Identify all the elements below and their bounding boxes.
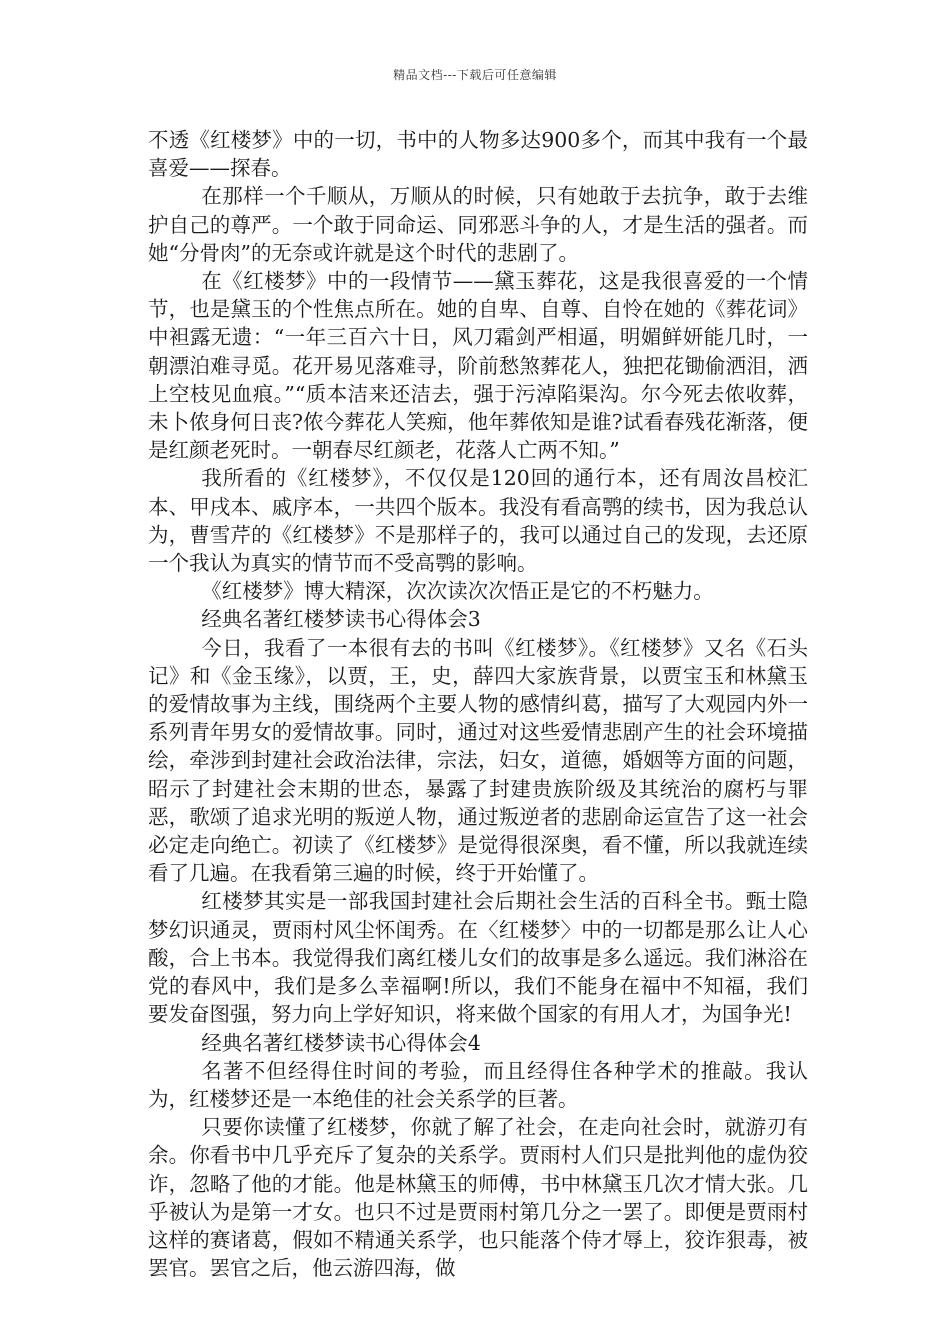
paragraph: 不透《红楼梦》中的一切，书中的人物多达900多个，而其中我有一个最喜爱——探春。 <box>148 128 808 181</box>
paragraph: 在《红楼梦》中的一段情节——黛玉葬花，这是我很喜爱的一个情节，也是黛玉的个性焦点所在。她的自卑、自尊、自怜在她的《葬花词》中袒露无遗：“一年三百六十日，风刀霜剑严相逼，明媚鲜妍能几时，一朝漂泊难寻觅。花开易见落难寻，阶前愁煞葬花人，独把花锄偷洒泪，洒上空枝见血痕。”“质本洁来还洁去，强于污淖陷渠沟。尔今死去侬收葬，未卜侬身何日丧?侬今葬花人笑痴，他年葬侬知是谁?试看春残花渐落，便是红颜老死时。一朝春尽红颜老，花落人亡两不知。” <box>148 269 808 463</box>
page-header: 精品文档---下载后可任意编辑 <box>393 68 557 82</box>
section-heading: 经典名著红楼梦读书心得体会4 <box>201 1030 481 1055</box>
paragraph: 我所看的《红楼梦》，不仅仅是120回的通行本，还有周汝昌校汇本、甲戌本、戚序本，一共四个版本。我没有看高鹗的续书，因为我总认为，曹雪芹的《红楼梦》不是那样子的，我可以通过自己的发现，去还原一个我认为真实的情节而不受高鹗的影响。 <box>148 466 808 576</box>
document-body <box>148 126 808 1282</box>
paragraph: 名著不但经得住时间的考验，而且经得住各种学术的推敲。我认为，红楼梦还是一本绝佳的社会关系学的巨著。 <box>148 1058 808 1111</box>
section-heading: 经典名著红楼梦读书心得体会3 <box>201 607 481 632</box>
paragraph: 红楼梦其实是一部我国封建社会后期社会生活的百科全书。甄士隐梦幻识通灵，贾雨村风尘怀闺秀。在〈红楼梦〉中的一切都是那么让人心酸，合上书本。我觉得我们离红楼儿女们的故事是多么遥远。我们淋浴在党的春风中，我们是多么幸福啊!所以，我们不能身在福中不知福，我们要发奋图强，努力向上学好知识，将来做个国家的有用人才，为国争光! <box>148 889 808 1027</box>
paragraph: 在那样一个千顺从，万顺从的时候，只有她敢于去抗争，敢于去维护自己的尊严。一个敢于同命运、同邪恶斗争的人，才是生活的强者。而她“分骨肉”的无奈或许就是这个时代的悲剧了。 <box>148 184 808 265</box>
paragraph: 今日，我看了一本很有去的书叫《红楼梦》。《红楼梦》又名《石头记》和《金玉缘》，以贾，王，史，薛四大家族背景，以贾宝玉和林黛玉的爱情故事为主线，围绕两个主要人物的感情纠葛，描写了大观园内外一系列青年男女的爱情故事。同时，通过对这些爱情悲剧产生的社会环境描绘，牵涉到封建社会政治法律，宗法，妇女，道德，婚姻等方面的问题，昭示了封建社会末期的世态，暴露了封建贵族阶级及其统治的腐朽与罪恶，歌颂了追求光明的叛逆人物，通过叛逆者的悲剧命运宣告了这一社会必定走向绝亡。初读了《红楼梦》是觉得很深奥，看不懂，所以我就连续看了几遍。在我看第三遍的时候，终于开始懂了。 <box>148 635 808 886</box>
paragraph: 《红楼梦》博大精深，次次读次次悟正是它的不朽魅力。 <box>201 579 714 604</box>
paragraph: 只要你读懂了红楼梦，你就了解了社会，在走向社会时，就游刃有余。你看书中几乎充斥了复杂的关系学。贾雨村人们只是批判他的虚伪狡诈，忽略了他的才能。他是林黛玉的师傅，书中林黛玉几次才情大张。几乎被认为是第一才女。也只不过是贾雨村第几分之一罢了。即便是贾雨村这样的赛诸葛，假如不精通关系学，也只能落个侍才辱上，狡诈狠毒，被罢官。罢官之后，他云游四海，做 <box>148 1115 808 1281</box>
